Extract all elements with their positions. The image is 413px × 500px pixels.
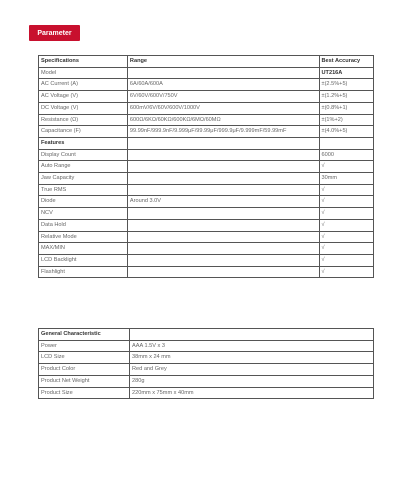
feature-label: Diode [39, 196, 128, 208]
feature-value: 6000 [319, 149, 374, 161]
feature-label: LCD Backlight [39, 254, 128, 266]
table-row [39, 266, 374, 278]
general-value: 280g [130, 375, 374, 387]
features-label: Features [39, 137, 128, 149]
feature-range [127, 266, 319, 278]
feature-range [127, 149, 319, 161]
spec-range: 99.99nF/999.9nF/9.999μF/99.99μF/999.9μF/9.999mF/59.99mF [127, 126, 319, 138]
feature-value: √ [319, 208, 374, 220]
spec-range: 6A/60A/600A [127, 79, 319, 91]
spec-accuracy: ±(2.5%+5) [319, 79, 374, 91]
feature-label: Auto Range [39, 161, 128, 173]
general-label: Power [39, 340, 130, 352]
table-row [39, 149, 374, 161]
feature-range [127, 243, 319, 255]
feature-range [127, 173, 319, 185]
features-range-empty [127, 137, 319, 149]
feature-range [127, 161, 319, 173]
general-label: Product Size [39, 387, 130, 399]
general-value: 38mm x 24 mm [130, 352, 374, 364]
table-row [39, 219, 374, 231]
model-value: UT216A [319, 67, 374, 79]
spec-range: 6V/60V/600V/750V [127, 91, 319, 103]
table-row [39, 243, 374, 255]
model-range [127, 67, 319, 79]
feature-label: Jaw Capacity [39, 173, 128, 185]
spec-label: DC Voltage (V) [39, 102, 128, 114]
general-value: AAA 1.5V x 3 [130, 340, 374, 352]
general-label: Product Net Weight [39, 375, 130, 387]
header-specifications: Specifications [39, 56, 128, 68]
spec-accuracy: ±(1%+2) [319, 114, 374, 126]
general-value: 220mm x 75mm x 40mm [130, 387, 374, 399]
feature-label: Relative Mode [39, 231, 128, 243]
header-best-accuracy: Best Accuracy [319, 56, 374, 68]
model-row [39, 67, 374, 79]
general-header-label: General Characteristic [39, 329, 130, 341]
feature-value: √ [319, 254, 374, 266]
feature-label: MAX/MIN [39, 243, 128, 255]
feature-value: √ [319, 161, 374, 173]
table-row [39, 173, 374, 185]
feature-value: √ [319, 219, 374, 231]
table-row [39, 114, 374, 126]
feature-value: 30mm [319, 173, 374, 185]
general-label: LCD Size [39, 352, 130, 364]
feature-range [127, 219, 319, 231]
spec-range: 600mV/6V/60V/600V/1000V [127, 102, 319, 114]
table-row [39, 126, 374, 138]
feature-range: Around 3.0V [127, 196, 319, 208]
feature-range [127, 208, 319, 220]
general-characteristic-table [38, 328, 374, 399]
table-row [39, 375, 374, 387]
general-header-row [39, 329, 374, 341]
features-header-row [39, 137, 374, 149]
table-row [39, 208, 374, 220]
spec-accuracy: ±(0.8%+1) [319, 102, 374, 114]
general-header-empty [130, 329, 374, 341]
table-row [39, 196, 374, 208]
feature-label: Display Count [39, 149, 128, 161]
feature-value: √ [319, 196, 374, 208]
spec-label: Resistance (Ω) [39, 114, 128, 126]
table-row [39, 352, 374, 364]
table-row [39, 161, 374, 173]
feature-label: NCV [39, 208, 128, 220]
specifications-table [38, 55, 374, 278]
spec-accuracy: ±(1.2%+5) [319, 91, 374, 103]
table-row [39, 340, 374, 352]
table-row [39, 184, 374, 196]
table-row [39, 387, 374, 399]
table-row [39, 102, 374, 114]
feature-range [127, 231, 319, 243]
spec-accuracy: ±(4.0%+5) [319, 126, 374, 138]
spec-range: 600Ω/6KΩ/60KΩ/600KΩ/6MΩ/60MΩ [127, 114, 319, 126]
feature-range [127, 184, 319, 196]
spec-header-row [39, 56, 374, 68]
spec-label: AC Voltage (V) [39, 91, 128, 103]
model-label: Model [39, 67, 128, 79]
table-row [39, 364, 374, 376]
spec-label: Capacitance (F) [39, 126, 128, 138]
table-row [39, 254, 374, 266]
general-value: Red and Grey [130, 364, 374, 376]
features-value-empty [319, 137, 374, 149]
header-range: Range [127, 56, 319, 68]
general-label: Product Color [39, 364, 130, 376]
spec-label: AC Current (A) [39, 79, 128, 91]
parameter-badge: Parameter [29, 25, 80, 41]
feature-value: √ [319, 184, 374, 196]
feature-label: True RMS [39, 184, 128, 196]
table-row [39, 79, 374, 91]
feature-value: √ [319, 231, 374, 243]
feature-range [127, 254, 319, 266]
feature-label: Data Hold [39, 219, 128, 231]
table-row [39, 91, 374, 103]
table-row [39, 231, 374, 243]
feature-label: Flashlight [39, 266, 128, 278]
feature-value: √ [319, 266, 374, 278]
feature-value: √ [319, 243, 374, 255]
